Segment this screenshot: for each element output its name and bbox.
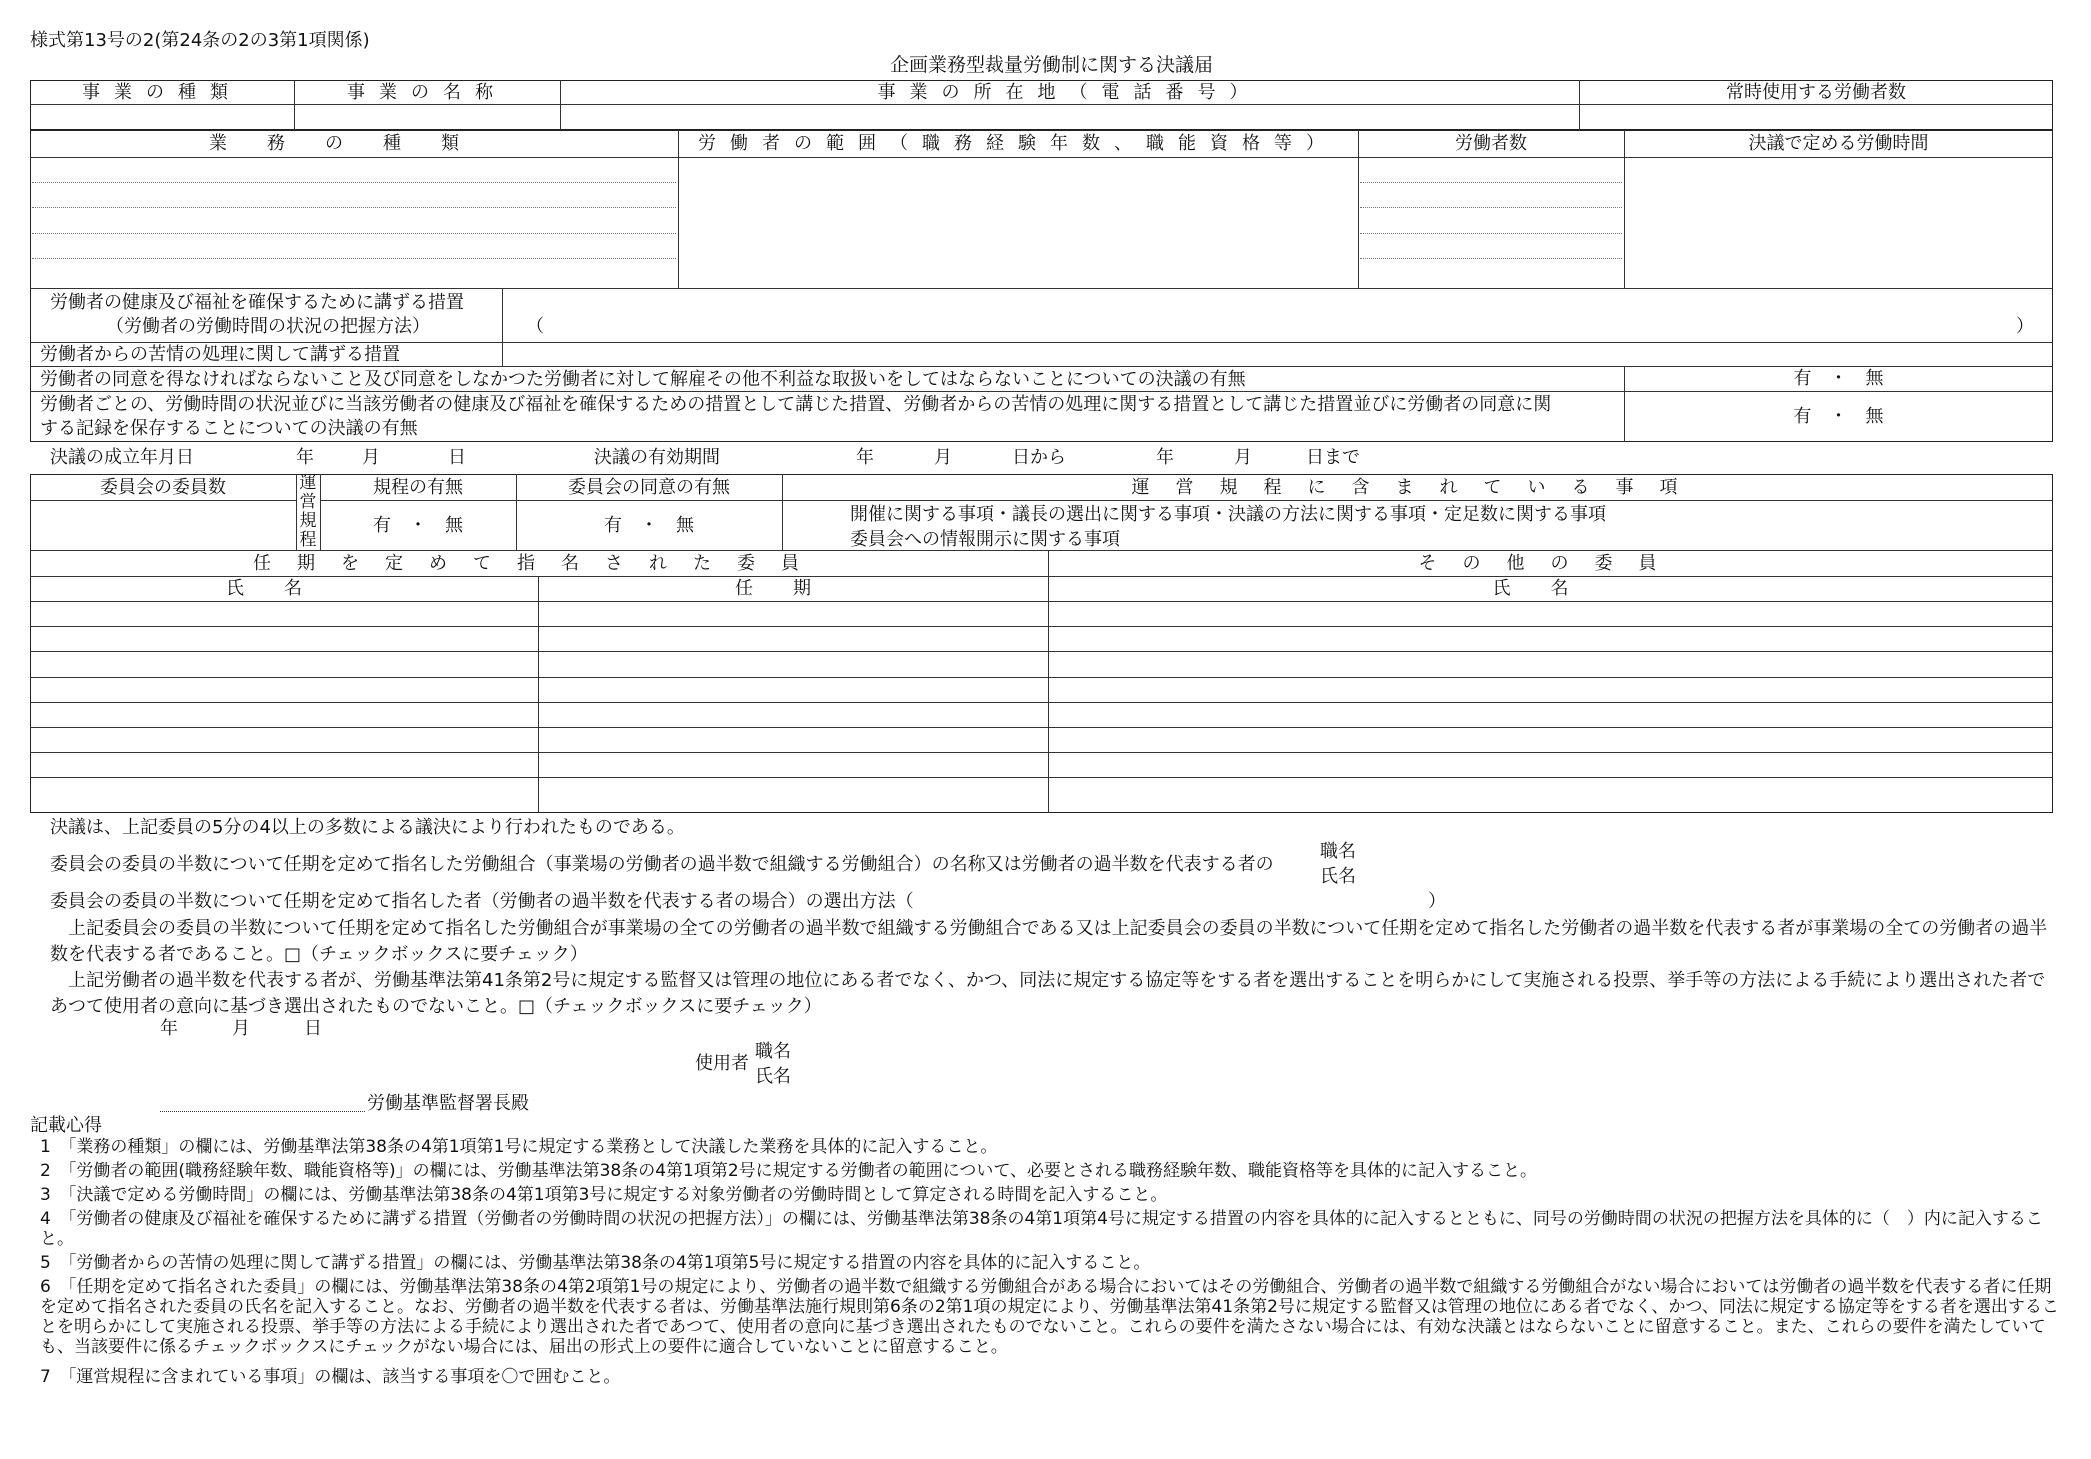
paren-close: ）: [2016, 316, 2034, 337]
submission-date: 年 月 日: [160, 1018, 322, 1039]
period-until: 日まで: [1306, 447, 1360, 468]
working-hours-field[interactable]: [1625, 158, 2052, 287]
operating-rules-vertical-label: 運 営 規 程: [299, 473, 317, 550]
header-other-member-name: 氏名: [1492, 578, 1609, 600]
complaint-measures-field[interactable]: [503, 343, 2052, 365]
header-job-type: 業務の種類: [209, 133, 499, 155]
note-1: 1 「業務の種類」の欄には、労働基準法第38条の4第1項第1号に規定する業務として決議した業務を具体的に記入すること。: [40, 1137, 998, 1157]
majority-statement: 決議は、上記委員の5分の4以上の多数による議決により行われたものである。: [50, 817, 685, 838]
note-2: 2 「労働者の範囲(職務経験年数、職能資格等)」の欄には、労働基準法第38条の4第1項第2号に規定する労働者の範囲について、必要とされる職務経験年数、職能資格等を具体的に記入すること。: [40, 1161, 1537, 1181]
checkbox-statement-1[interactable]: 上記委員会の委員の半数について任期を定めて指名した労働組合が事業場の全ての労働者の過半数で組織する労働組合である又は上記委員会の委員の半数について任期を定めて指名した労働者の過半数を代表する者が事業場の全ての労働者の過半数を代表する者であること。□（チェックボックスに要チェック）: [50, 918, 2048, 965]
header-worker-count: 常時使用する労働者数: [1726, 81, 1906, 103]
form-number: 様式第13号の2(第24条の2の3第1項関係): [30, 30, 370, 51]
job-type-field[interactable]: [31, 158, 677, 287]
header-business-address: 事業の所在地（電話番号）: [877, 81, 1262, 103]
rules-items-line-2[interactable]: 委員会への情報開示に関する事項: [850, 529, 1120, 550]
header-term-member-name: 氏名: [226, 578, 342, 600]
valid-period-label: 決議の有効期間: [594, 447, 720, 468]
header-worker-scope: 労働者の範囲（職務経験年数、職能資格等）: [698, 133, 1338, 155]
committee-consent-yes-no[interactable]: 有 ・ 無: [604, 514, 694, 536]
note-7: 7 「運営規程に含まれている事項」の欄は、該当する事項を〇で囲むこと。: [40, 1367, 621, 1387]
worker-scope-field[interactable]: [679, 158, 1357, 287]
period-start-month: 月: [934, 447, 952, 468]
form-title: 企画業務型裁量労働制に関する決議届: [890, 54, 1214, 76]
header-worker-number: 労働者数: [1455, 133, 1527, 155]
consent-yes-no[interactable]: 有 ・ 無: [1793, 368, 1884, 390]
note-3: 3 「決議で定める労働時間」の欄には、労働基準法第38条の4第1項第3号に規定する対象労働者の労働時間として算定される時間を記入すること。: [40, 1185, 1168, 1205]
period-end-year: 年: [1156, 447, 1174, 468]
checkbox-statement-2[interactable]: 上記労働者の過半数を代表する者が、労働基準法第41条第2号に規定する監督又は管理の地位にある者でなく、かつ、同法に規定する協定等をする者を選出することを明らかにして実施される投票、挙手等の方法による手続により選出された者であつて使用者の意向に基づき選出されたものでないこと。□（チェックボックスに要チェック）: [50, 970, 2046, 1017]
note-5: 5 「労働者からの苦情の処理に関して講ずる措置」の欄には、労働基準法第38条の4第1項第5号に規定する措置の内容を具体的に記入すること。: [40, 1253, 1151, 1273]
note-6: 6 「任期を定めて指名された委員」の欄には、労働基準法第38条の4第2項第1号の規定により、労働者の過半数で組織する労働組合がある場合においてはその労働組合、労働者の過半数で組織する労働組合がない場合においては労働者の過半数を代表する者に任期を定めて指名された委員の氏名を記入すること。なお、労働者の過半数を代表する者は、労働基準法施行規則第6条の2第1項の規定により、労働基準法第41条第2号に規定する監督又は管理の地位にある者でなく、かつ、同法に規定する協定等をする者を選出することを明らかにして実施される投票、挙手等の方法による手続により選出された者であつて、使用者の意向に基づき選出されたものでないこと。これらの要件を満たさない場合には、有効な決議とはならないことに留意すること。また、これらの要件を満たしていても、当該要件に係るチェックボックスにチェックがない場合には、届出の形式上の要件に適合していないことに留意すること。: [40, 1277, 2059, 1357]
union-person-name-label: 氏名: [1320, 866, 1356, 887]
health-measures-label: 労働者の健康及び福祉を確保するために講ずる措置: [50, 292, 464, 313]
business-name-field[interactable]: [295, 105, 559, 129]
union-job-title-label: 職名: [1320, 841, 1356, 862]
period-from: 日から: [1012, 447, 1066, 468]
business-address-field[interactable]: [561, 105, 1578, 129]
employer-job-title-label: 職名: [755, 1041, 791, 1062]
other-member-names-field[interactable]: [1049, 602, 2052, 812]
worker-number-field[interactable]: [1359, 158, 1623, 287]
union-name-statement: 委員会の委員の半数について任期を定めて指名した労働組合（事業場の労働者の過半数で組織する労働組合）の名称又は労働者の過半数を代表する者の: [50, 854, 1274, 875]
rules-items-line-1[interactable]: 開催に関する事項・議長の選出に関する事項・決議の方法に関する事項・定足数に関する事項: [850, 504, 1606, 525]
header-rules-contents: 運営規程に含まれている事項: [1131, 476, 1704, 498]
complaint-measures-label: 労働者からの苦情の処理に関して講ずる措置: [40, 344, 400, 365]
header-term-members: 任期を定めて指名された委員: [253, 552, 825, 574]
health-measures-field[interactable]: [540, 290, 2010, 340]
header-other-members: その他の委員: [1418, 552, 1683, 574]
worker-count-field[interactable]: [1580, 105, 2052, 129]
header-business-name: 事業の名称: [347, 81, 507, 103]
election-method-field[interactable]: [920, 890, 1420, 912]
employer-name-label: 氏名: [755, 1066, 791, 1087]
labor-office-field[interactable]: [160, 1090, 365, 1110]
header-term: 任期: [735, 578, 851, 600]
header-business-type: 事業の種類: [82, 81, 242, 103]
employer-label: 使用者: [695, 1053, 749, 1074]
header-committee-members: 委員会の委員数: [100, 476, 226, 498]
record-yes-no[interactable]: 有 ・ 無: [1793, 405, 1884, 427]
resolution-month: 月: [362, 447, 380, 468]
term-field[interactable]: [539, 602, 1047, 812]
consent-resolution-text: 労働者の同意を得なければならないこと及び同意をしなかつた労働者に対して解雇その他不利益な取扱いをしてはならないことについての決議の有無: [40, 369, 1246, 390]
resolution-day: 日: [448, 447, 466, 468]
record-resolution-text-2: する記録を保存することについての決議の有無: [40, 418, 418, 439]
health-measures-sublabel: （労働者の労働時間の状況の把握方法）: [106, 316, 430, 337]
committee-members-field[interactable]: [31, 501, 295, 549]
note-4: 4 「労働者の健康及び福祉を確保するために講ずる措置（労働者の労働時間の状況の把握方法）」の欄には、労働基準法第38条の4第1項第4号に規定する措置の内容を具体的に記入するとともに、同号の労働時間の状況の把握方法を具体的に（ ）内に記入すること。: [40, 1209, 2043, 1249]
header-working-hours: 決議で定める労働時間: [1748, 133, 1929, 155]
resolution-year: 年: [296, 447, 314, 468]
header-rules-exist: 規程の有無: [373, 476, 463, 498]
rules-exist-yes-no[interactable]: 有 ・ 無: [373, 514, 463, 536]
notes-heading: 記載心得: [30, 1115, 102, 1136]
header-committee-consent: 委員会の同意の有無: [568, 476, 730, 498]
record-resolution-text-1: 労働者ごとの、労働時間の状況並びに当該労働者の健康及び福祉を確保するための措置として講じた措置、労働者からの苦情の処理に関する措置として講じた措置並びに労働者の同意に関: [40, 394, 1552, 415]
paren-open: （: [526, 316, 544, 337]
business-type-field[interactable]: [31, 105, 293, 129]
labor-office-label: 労働基準監督署長殿: [367, 1093, 529, 1114]
period-start-year: 年: [856, 447, 874, 468]
election-method-label: 委員会の委員の半数について任期を定めて指名した者（労働者の過半数を代表する者の場合）の選出方法（: [50, 891, 914, 912]
resolution-date-label: 決議の成立年月日: [50, 447, 194, 468]
period-end-month: 月: [1234, 447, 1252, 468]
term-member-names-field[interactable]: [31, 602, 537, 812]
election-close-paren: ）: [1428, 891, 1446, 912]
